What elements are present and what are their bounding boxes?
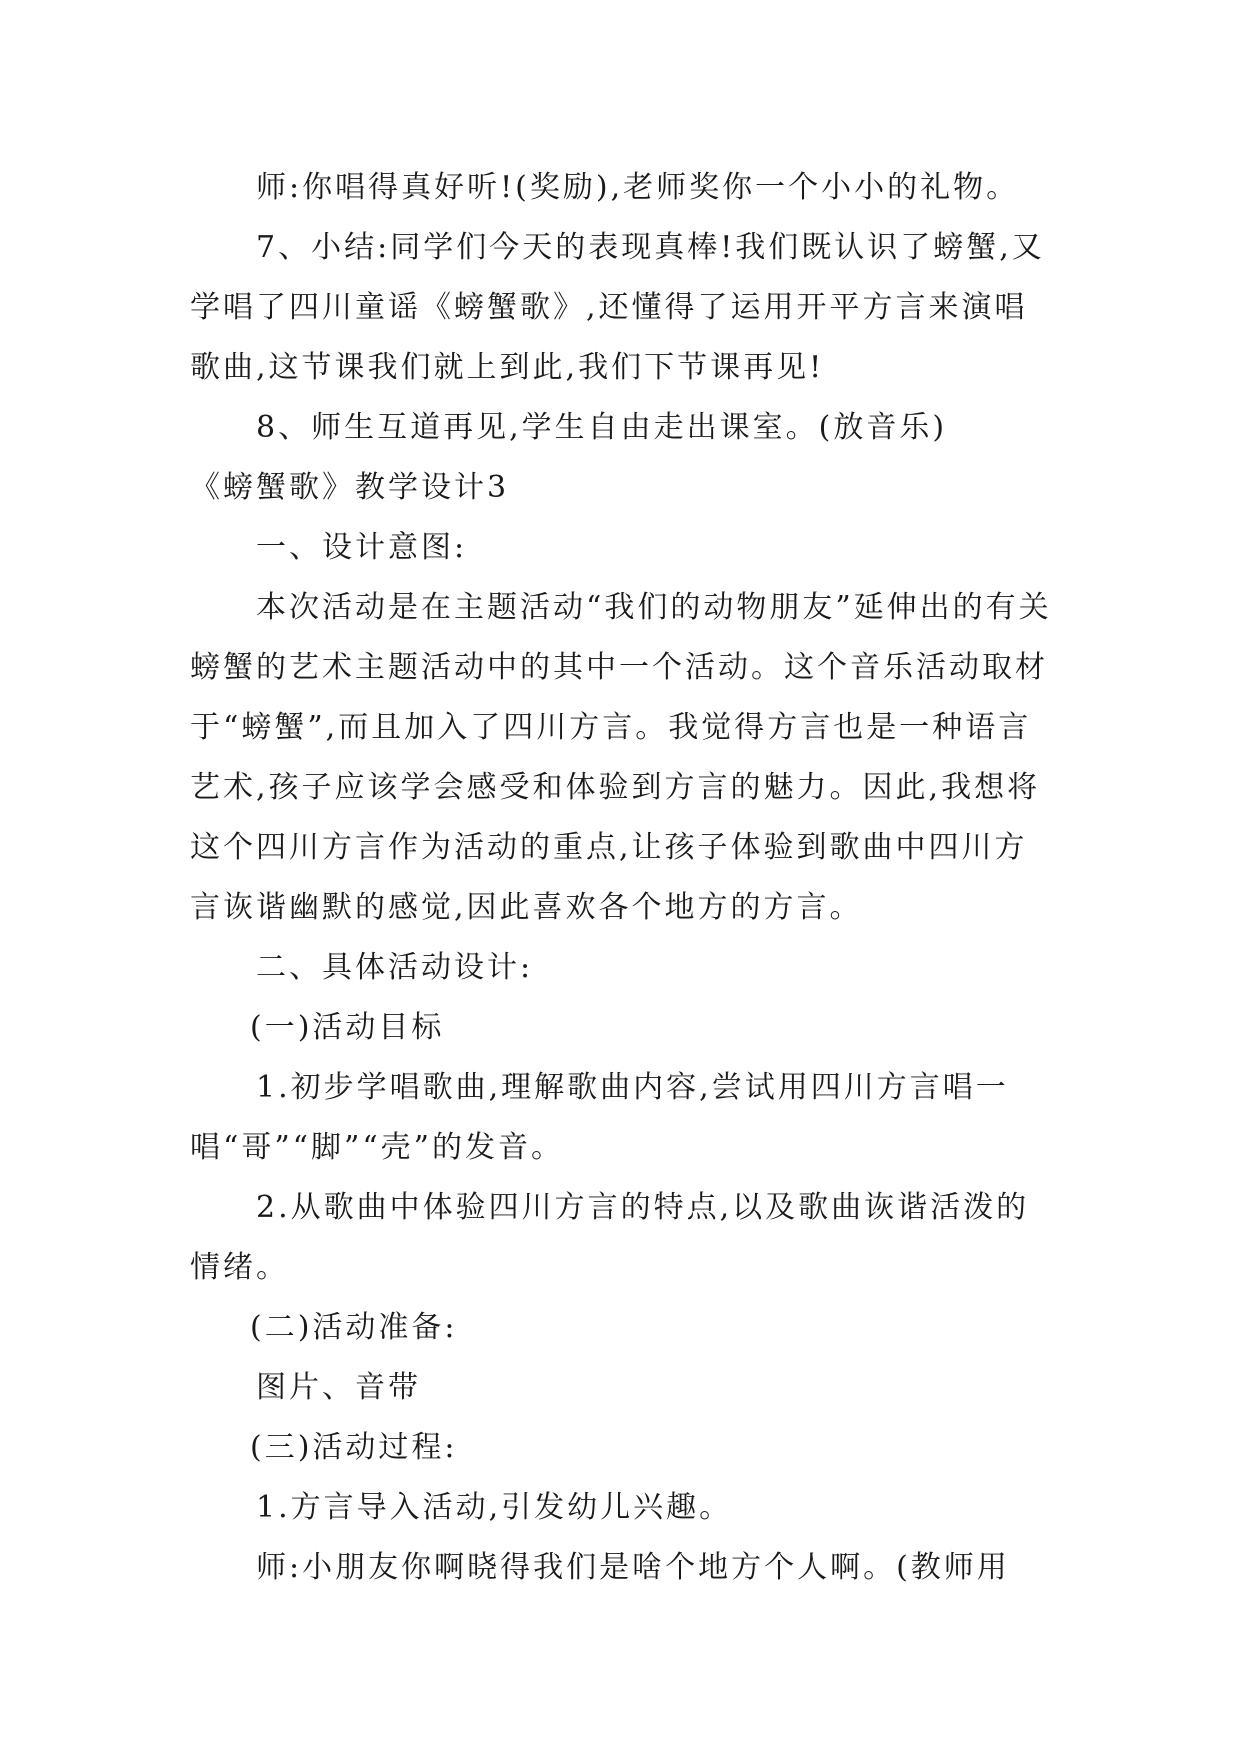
- heading-activity-prep: (二)活动准备:: [250, 1310, 458, 1345]
- teacher-dialogue: 师:小朋友你啊晓得我们是啥个地方个人啊。(教师用: [256, 1550, 1010, 1585]
- heading-design-intent: 一、设计意图:: [256, 530, 468, 565]
- process-step-1: 1.方言导入活动,引发幼儿兴趣。: [256, 1490, 733, 1525]
- section-title: 《螃蟹歌》教学设计3: [190, 470, 510, 505]
- document-body: [190, 158, 1060, 1598]
- goal-1: 1.初步学唱歌曲,理解歌曲内容,尝试用四川方言唱一唱“哥”“脚”“壳”的发音。: [190, 1070, 1009, 1165]
- heading-activity-design: 二、具体活动设计:: [256, 950, 534, 985]
- goal-2: 2.从歌曲中体验四川方言的特点,以及歌曲诙谐活泼的情绪。: [190, 1190, 1030, 1285]
- paragraph-farewell: 8、师生互道再见,学生自由走出课室。(放音乐): [256, 410, 948, 445]
- heading-activity-process: (三)活动过程:: [250, 1430, 458, 1465]
- paragraph-summary: 7、小结:同学们今天的表现真棒!我们既认识了螃蟹,又学唱了四川童谣《螃蟹歌》,还懂得了运用开平方言来演唱歌曲,这节课我们就上到此,我们下节课再见!: [190, 230, 1045, 385]
- paragraph-teacher-praise: 师:你唱得真好听!(奖励),老师奖你一个小小的礼物。: [256, 170, 1020, 205]
- paragraph-design-intent: 本次活动是在主题活动“我们的动物朋友”延伸出的有关螃蟹的艺术主题活动中的其中一个活动。这个音乐活动取材于“螃蟹”,而且加入了四川方言。我觉得方言也是一种语言艺术,孩子应该学会感受和体验到方言的魅力。因此,我想将这个四川方言作为活动的重点,让孩子体验到歌曲中四川方言诙谐幽默的感觉,因此喜欢各个地方的方言。: [190, 590, 1052, 925]
- heading-activity-goals: (一)活动目标: [250, 1010, 445, 1045]
- activity-prep-items: 图片、音带: [256, 1370, 421, 1405]
